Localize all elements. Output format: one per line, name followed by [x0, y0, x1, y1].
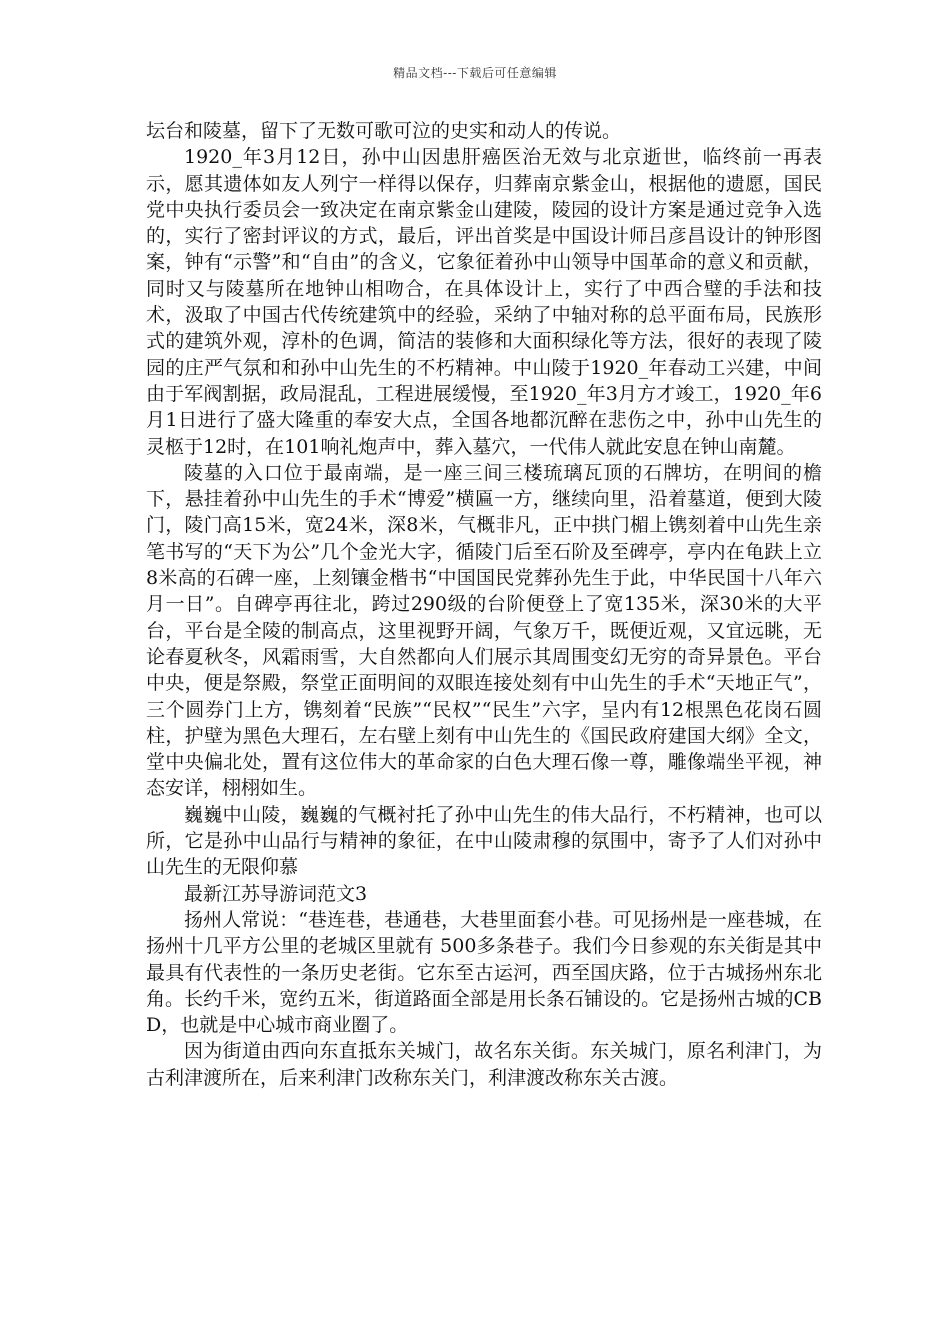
- paragraph-6: 因为街道由西向东直抵东关城门，故名东关街。东关城门，原名利津门，为古利津渡所在，后来利津门改称东关门，利津渡改称东关古渡。: [146, 1040, 822, 1089]
- document-body: [146, 118, 822, 1091]
- paragraph-3: 陵墓的入口位于最南端，是一座三间三楼琉璃瓦顶的石牌坊，在明间的檐下，悬挂着孙中山先生的手术“博爱”横匾一方，继续向里，沿着墓道，便到大陵门，陵门高15米，宽24米，深8米，气概非凡，正中拱门楣上镌刻着中山先生亲笔书写的“天下为公”几个金光大字，循陵门后至石阶及至碑亭，亭内在龟趺上立8米高的石碑一座，上刻镶金楷书“中国国民党葬孙先生于此，中华民国十八年六月一日”。自碑亭再往北，跨过290级的台阶便登上了宽135米，深30米的大平台，平台是全陵的制高点，这里视野开阔，气象万千，既便近观，又宜远眺，无论春夏秋冬，风霜雨雪，大自然都向人们展示其周围变幻无穷的奇异景色。平台中央，便是祭殿，祭堂正面明间的双眼连接处刻有中山先生的手术“天地正气”，三个圆券门上方，镌刻着“民族”“民权”“民生”六字，呈内有12根黑色花岗石圆柱，护壁为黑色大理石，左右壁上刻有中山先生的《国民政府建国大纲》全文，堂中央偏北处，置有这位伟大的革命家的白色大理石像一尊，雕像端坐平视，神态安详，栩栩如生。: [146, 461, 822, 800]
- paragraph-4: 巍巍中山陵，巍巍的气概衬托了孙中山先生的伟大品行，不朽精神，也可以所，它是孙中山品行与精神的象征，在中山陵肃穆的氛围中，寄予了人们对孙中山先生的无限仰慕: [146, 803, 822, 879]
- paragraph-2: 1920_年3月12日，孙中山因患肝癌医治无效与北京逝世，临终前一再表示，愿其遗体如友人列宁一样得以保存，归葬南京紫金山，根据他的遗愿，国民党中央执行委员会一致决定在南京紫金山建陵，陵园的设计方案是通过竞争入选的，实行了密封评议的方式，最后，评出首奖是中国设计师吕彦昌设计的钟形图案，钟有“示警”和“自由”的含义，它象征着孙中山领导中国革命的意义和贡献，同时又与陵墓所在地钟山相吻合，在具体设计上，实行了中西合璧的手法和技术，汲取了中国古代传统建筑中的经验，采纳了中轴对称的总平面布局，民族形式的建筑外观，淳朴的色调，简洁的装修和大面积绿化等方法，很好的表现了陵园的庄严气氛和和孙中山先生的不朽精神。中山陵于1920_年春动工兴建，中间由于军阀割据，政局混乱，工程进展缓慢，至1920_年3月方才竣工，1920_年6月1日进行了盛大隆重的奉安大点，全国各地都沉醉在悲伤之中，孙中山先生的灵柩于12时，在101响礼炮声中，葬入墓穴，一代伟人就此安息在钟山南麓。: [146, 146, 822, 458]
- page-header: 精品文档---下载后可任意编辑: [393, 66, 557, 80]
- paragraph-1: 坛台和陵墓，留下了无数可歌可泣的史实和动人的传说。: [146, 120, 622, 142]
- section-heading: 最新江苏导游词范文3: [184, 882, 368, 905]
- paragraph-5: 扬州人常说：“巷连巷，巷通巷，大巷里面套小巷。可见扬州是一座巷城，在扬州十几平方公里的老城区里就有 500多条巷子。我们今日参观的东关街是其中最具有代表性的一条历史老街。它东至古运河，西至国庆路，位于古城扬州东北角。长约千米，宽约五米，街道路面全部是用长条石铺设的。它是扬州古城的CBD，也就是中心城市商业圈了。: [146, 908, 822, 1037]
